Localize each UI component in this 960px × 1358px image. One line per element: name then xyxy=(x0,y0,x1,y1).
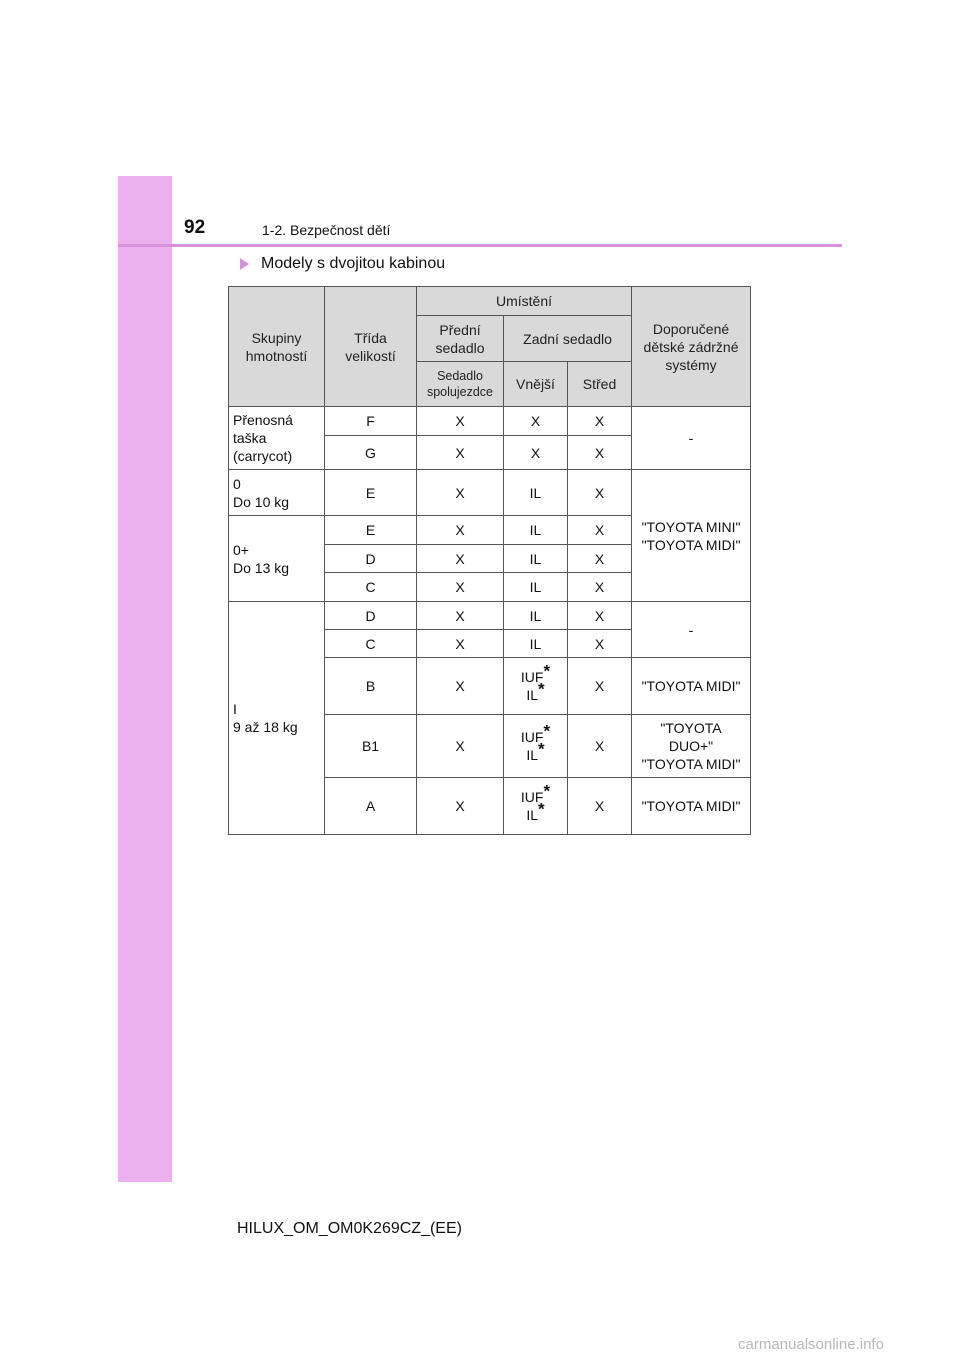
cell-size: C xyxy=(325,573,417,602)
cell-front: X xyxy=(417,715,504,778)
cell-size: B xyxy=(325,658,417,715)
footnote-asterisk: * xyxy=(538,679,545,699)
header-recommended: Doporučené dětské zádržné systémy xyxy=(632,287,751,407)
cell-outer: IL xyxy=(504,545,568,573)
cell-center: X xyxy=(568,630,632,658)
cell-outer: IL xyxy=(504,630,568,658)
group-0-plus: 0+ Do 13 kg xyxy=(229,516,325,602)
header-passenger-seat: Sedadlo spolujezdce xyxy=(417,362,504,407)
document-code: HILUX_OM_OM0K269CZ_(EE) xyxy=(237,1220,462,1237)
child-seat-table xyxy=(228,286,751,835)
table-row xyxy=(229,602,751,630)
cell-front: X xyxy=(417,778,504,835)
cell-outer: IUF* IL* xyxy=(504,658,568,715)
cell-size: C xyxy=(325,630,417,658)
footnote-asterisk: * xyxy=(538,739,545,759)
cell-center: X xyxy=(568,602,632,630)
cell-recommended: - xyxy=(632,602,751,658)
subheading xyxy=(240,255,445,273)
header-front-seat: Přední sedadlo xyxy=(417,316,504,362)
cell-recommended: "TOYOTA MIDI" xyxy=(632,658,751,715)
header-placement: Umístění xyxy=(417,287,632,316)
cell-recommended: "TOYOTA MINI" "TOYOTA MIDI" xyxy=(632,470,751,602)
cell-size: E xyxy=(325,470,417,516)
header-rule xyxy=(118,244,842,247)
side-color-bar xyxy=(118,176,172,1182)
cell-recommended: "TOYOTA DUO+" "TOYOTA MIDI" xyxy=(632,715,751,778)
cell-size: D xyxy=(325,602,417,630)
footnote-asterisk: * xyxy=(538,799,545,819)
cell-size: G xyxy=(325,436,417,470)
triangle-bullet-icon xyxy=(240,258,249,270)
cell-front: X xyxy=(417,407,504,436)
cell-recommended: "TOYOTA MIDI" xyxy=(632,778,751,835)
footnote-asterisk: * xyxy=(543,781,551,801)
cell-center: X xyxy=(568,778,632,835)
cell-recommended: - xyxy=(632,407,751,470)
cell-front: X xyxy=(417,658,504,715)
cell-front: X xyxy=(417,545,504,573)
cell-outer: IUF* IL* xyxy=(504,715,568,778)
cell-center: X xyxy=(568,470,632,516)
cell-size: F xyxy=(325,407,417,436)
cell-size: B1 xyxy=(325,715,417,778)
cell-outer: IL xyxy=(504,470,568,516)
cell-center: X xyxy=(568,715,632,778)
header-rear-seat: Zadní sedadlo xyxy=(504,316,632,362)
cell-size: D xyxy=(325,545,417,573)
cell-front: X xyxy=(417,436,504,470)
cell-front: X xyxy=(417,602,504,630)
cell-front: X xyxy=(417,516,504,545)
cell-center: X xyxy=(568,516,632,545)
subheading-text: Modely s dvojitou kabinou xyxy=(261,255,446,272)
cell-front: X xyxy=(417,470,504,516)
cell-center: X xyxy=(568,407,632,436)
cell-outer: X xyxy=(504,407,568,436)
footnote-asterisk: * xyxy=(543,721,551,741)
table-row xyxy=(229,470,751,516)
cell-size: E xyxy=(325,516,417,545)
section-title: 1-2. Bezpečnost dětí xyxy=(262,222,391,238)
group-carrycot: Přenosná taška (carrycot) xyxy=(229,407,325,470)
header-outer: Vnější xyxy=(504,362,568,407)
page-number: 92 xyxy=(184,217,206,238)
cell-center: X xyxy=(568,658,632,715)
cell-center: X xyxy=(568,436,632,470)
cell-outer: IL xyxy=(504,516,568,545)
cell-size: A xyxy=(325,778,417,835)
cell-outer: X xyxy=(504,436,568,470)
header-weight-group: Skupiny hmotností xyxy=(229,287,325,407)
header-size-class: Třída velikostí xyxy=(325,287,417,407)
cell-front: X xyxy=(417,630,504,658)
table-row xyxy=(229,407,751,436)
footnote-asterisk: * xyxy=(543,661,551,681)
group-I: I 9 až 18 kg xyxy=(229,602,325,835)
cell-outer: IL xyxy=(504,602,568,630)
group-0: 0 Do 10 kg xyxy=(229,470,325,516)
cell-outer: IUF* IL* xyxy=(504,778,568,835)
cell-outer: IL xyxy=(504,573,568,602)
watermark: carmanualsonline.info xyxy=(738,1336,884,1353)
cell-center: X xyxy=(568,573,632,602)
cell-front: X xyxy=(417,573,504,602)
header-center: Střed xyxy=(568,362,632,407)
cell-center: X xyxy=(568,545,632,573)
